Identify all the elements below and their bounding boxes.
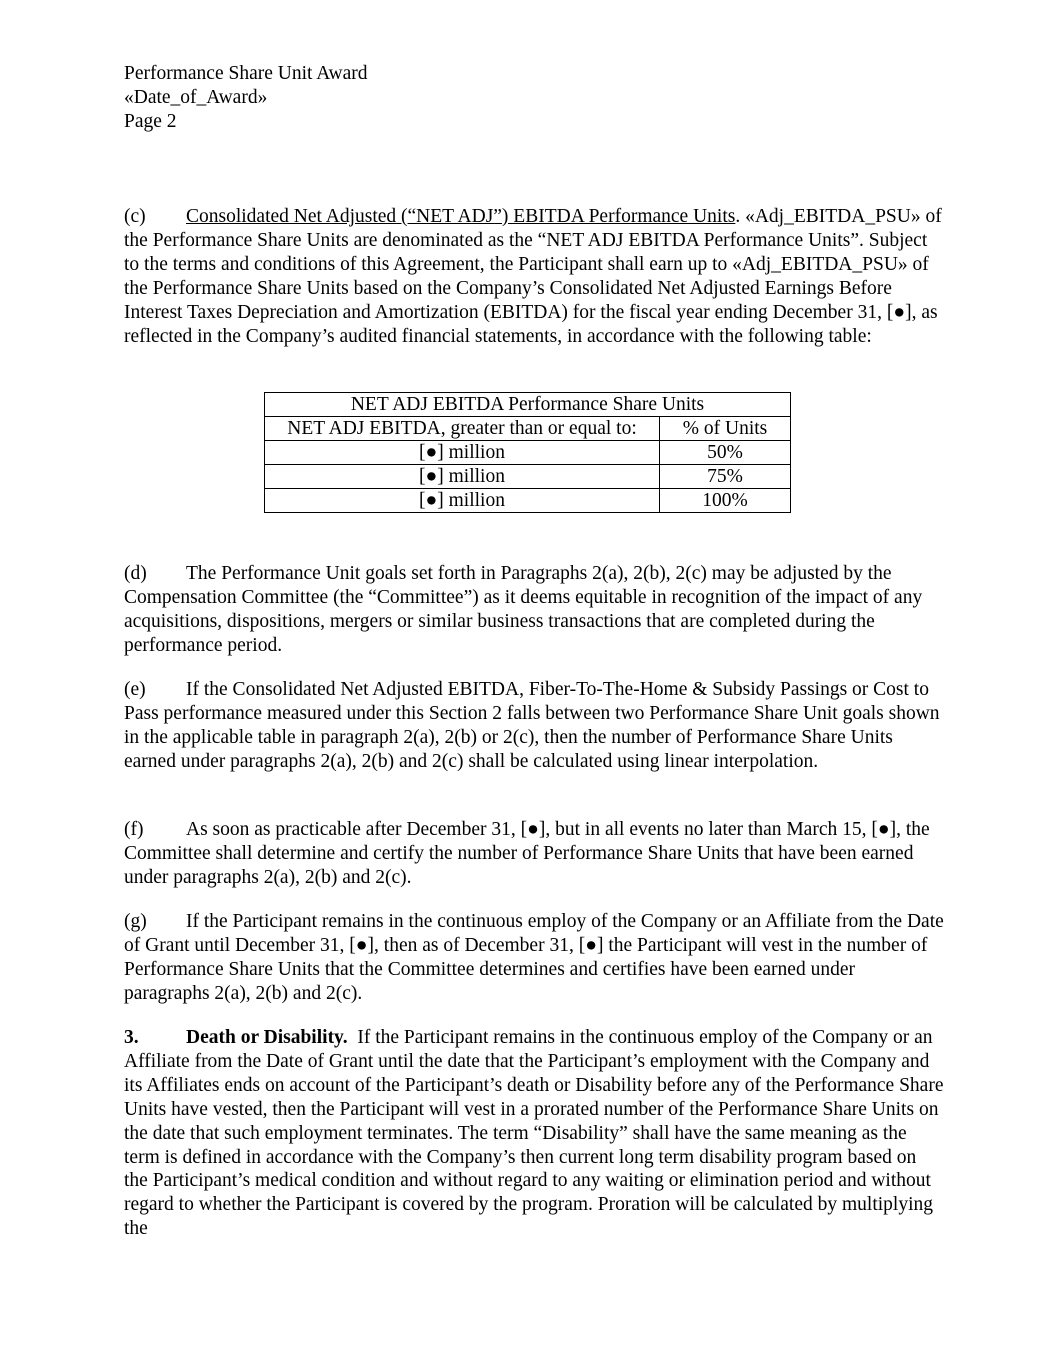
paragraph-body: If the Consolidated Net Adjusted EBITDA, Fiber-To-The-Home & Subsidy Passings or Cost to Pass performance measured under this Section 2 falls between two Performance Share Unit goals shown in the applicable table in paragraph 2(a), 2(b) or 2(c), then the number of Performance Share Units earned under paragraphs 2(a), 2(b) and 2(c) shall be calculated using linear interpolation. [124, 679, 940, 772]
header-page-number: Page 2 [124, 110, 177, 132]
paragraph-e [124, 678, 944, 774]
percent-cell: 50% [660, 441, 791, 465]
table-row [265, 465, 791, 489]
header-date-field: «Date_of_Award» [124, 86, 268, 108]
paragraph-body: If the Participant remains in the continuous employ of the Company or an Affiliate from the Date of Grant until December 31, [●], then as of December 31, [●] the Participant will vest in the number of Performance Share Units that the Committee determines and certifies have been earned under paragraphs 2(a), 2(b) and 2(c). [124, 911, 944, 1004]
paragraph-label: (d) [124, 563, 147, 584]
paragraph-body: The Performance Unit goals set forth in Paragraphs 2(a), 2(b), 2(c) may be adjusted by the Compensation Committee (the “Committee”) as it deems equitable in recognition of the impact of any acquisitions, dispositions, mergers or similar business transactions that are completed during the performance period. [124, 563, 923, 656]
table-title-row [265, 393, 791, 417]
paragraph-d [124, 562, 944, 658]
column-header-percent: % of Units [660, 417, 791, 441]
ebitda-performance-table [264, 392, 791, 513]
percent-cell: 100% [660, 489, 791, 513]
paragraph-f [124, 818, 944, 890]
paragraph-label: (c) [124, 206, 146, 227]
column-header-threshold: NET ADJ EBITDA, greater than or equal to: [265, 417, 660, 441]
table-row [265, 489, 791, 513]
table-header-row [265, 417, 791, 441]
percent-cell: 75% [660, 465, 791, 489]
threshold-cell: [●] million [265, 441, 660, 465]
document-page [124, 62, 944, 1240]
paragraph-label: (e) [124, 679, 146, 700]
page-header [124, 62, 944, 134]
table-title: NET ADJ EBITDA Performance Share Units [265, 393, 791, 417]
section-heading: Death or Disability. [186, 1027, 348, 1048]
paragraph-label: (f) [124, 819, 144, 840]
header-title: Performance Share Unit Award [124, 63, 368, 84]
paragraph-body: As soon as practicable after December 31, [●], but in all events no later than March 15, [●], the Committee shall determine and certify the number of Performance Share Units that have been earned under paragraphs 2(a), 2(b) and 2(c). [124, 819, 930, 888]
table-row [265, 441, 791, 465]
section-3 [124, 1026, 944, 1241]
section-number: 3. [124, 1027, 139, 1048]
section-body: If the Participant remains in the continuous employ of the Company or an Affiliate from the Date of Grant until the date that the Participant’s employment with the Company and its Affiliates ends on account of the Participant’s death or Disability before any of the Performance Share Units have vested, then the Participant will vest in a prorated number of the Performance Share Units on the date that such employment terminates. The term “Disability” shall have the same meaning as the term is defined in accordance with the Company’s then current long term disability program based on the Participant’s medical condition and without regard to any waiting or elimination period and without regard to whether the Participant is covered by the program. Proration will be calculated by multiplying the [124, 1027, 944, 1240]
paragraph-g [124, 910, 944, 1006]
paragraph-label: (g) [124, 911, 147, 932]
paragraph-heading: Consolidated Net Adjusted (“NET ADJ”) EBITDA Performance Units [186, 206, 736, 227]
threshold-cell: [●] million [265, 465, 660, 489]
paragraph-body: «Adj_EBITDA_PSU» of the Performance Share Units are denominated as the “NET ADJ EBITDA Performance Units”. Subject to the terms and conditions of this Agreement, the Participant shall earn up to «Adj_EBITDA_PSU» of the Performance Share Units based on the Company’s Consolidated Net Adjusted Earnings Before Interest Taxes Depreciation and Amortization (EBITDA) for the fiscal year ending December 31, [●], as reflected in the Company’s audited financial statements, in accordance with the following table: [124, 206, 942, 347]
threshold-cell: [●] million [265, 489, 660, 513]
heading-period: . [735, 206, 741, 227]
paragraph-c [124, 205, 944, 348]
